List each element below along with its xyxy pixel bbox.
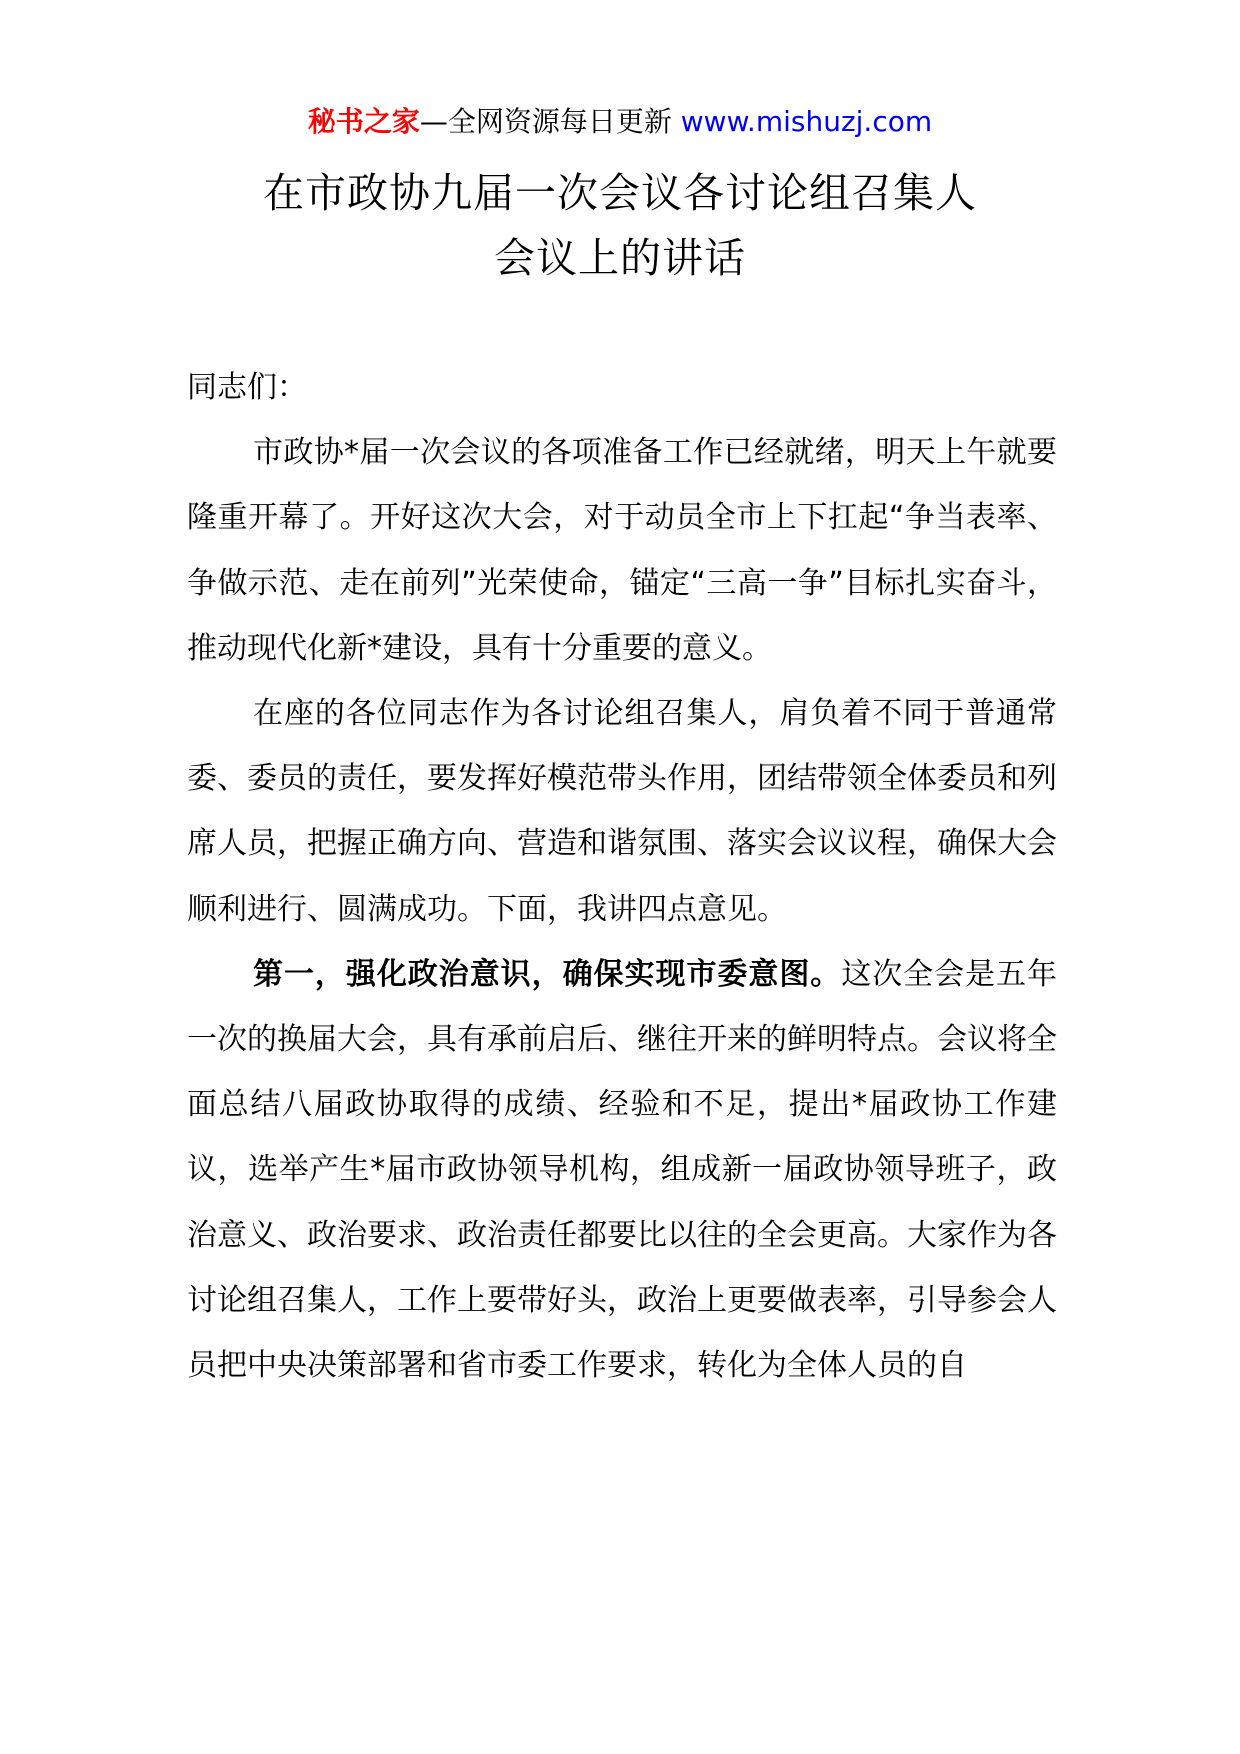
slogan: —全网资源每日更新 [419,105,681,138]
document-title-line-1: 在市政协九届一次会议各讨论组召集人 [263,169,977,217]
document-title-line-2: 会议上的讲话 [494,234,746,282]
paragraph [187,942,1057,1398]
paragraph-lead: 第一，强化政治意识，确保实现市委意图。 [253,956,842,992]
watermark-banner [0,102,1240,142]
document-body [187,355,1057,1398]
paragraph-text: 这次全会是五年一次的换届大会，具有承前启后、继往开来的鲜明特点。会议将全面总结八届政协取得的成绩、经验和不足，提出*届政协工作建议，选举产生*届市政协领导机构，组成新一届政协领导班子，政治意义、政治要求、政治责任都要比以往的全会更高。大家作为各讨论组召集人，工作上要带好头，政治上更要做表率，引导参会人员把中央决策部署和省市委工作要求，转化为全体人员的自 [187,956,1058,1384]
paragraph: 市政协*届一次会议的各项准备工作已经就绪，明天上午就要隆重开幕了。开好这次大会，对于动员全市上下扛起“争当表率、争做示范、走在前列”光荣使命，锚定“三高一争”目标扎实奋斗，推动现代化新*建设，具有十分重要的意义。 [187,435,1057,666]
site-url[interactable]: www.mishuzj.com [680,105,933,138]
paragraph: 在座的各位同志作为各讨论组召集人，肩负着不同于普通常委、委员的责任，要发挥好模范带头作用，团结带领全体委员和列席人员，把握正确方向、营造和谐氛围、落实会议议程，确保大会顺利进行、圆满成功。下面，我讲四点意见。 [187,696,1057,927]
salutation: 同志们： [187,370,307,405]
brand-name: 秘书之家 [307,105,420,138]
